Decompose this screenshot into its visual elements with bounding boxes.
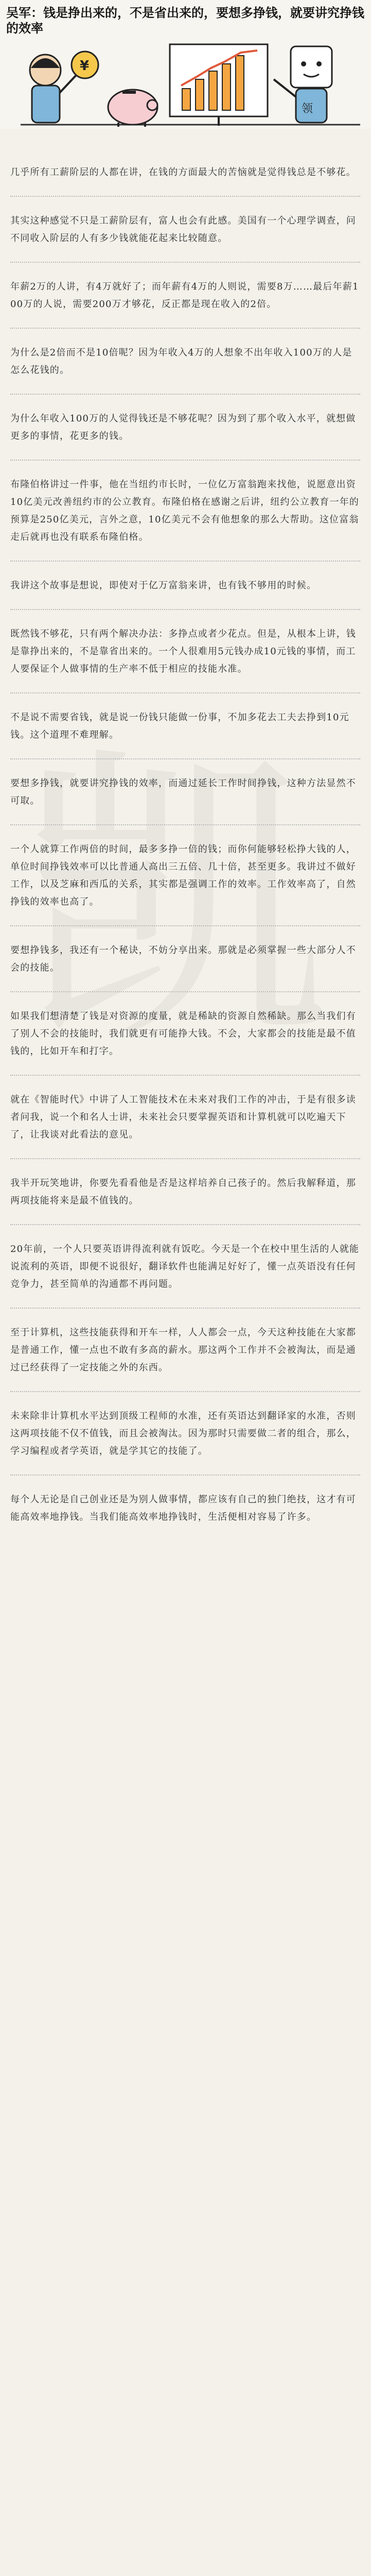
divider <box>10 824 360 825</box>
paragraph: 就在《智能时代》中讲了人工智能技术在未来对我们工作的冲击，于是有很多读者问我，说一个和名人士讲，未来社会只要掌握英语和计算机就可以吃遍天下了，让我谈对此看法的意见。 <box>10 1094 356 1140</box>
divider <box>10 394 360 395</box>
divider <box>10 1475 360 1476</box>
divider <box>10 328 360 329</box>
paragraph: 要想多挣钱，就要讲究挣钱的效率，而通过延长工作时间挣钱，这种方法显然不可取。 <box>10 778 356 806</box>
divider <box>10 1224 360 1225</box>
paragraph: 年薪2万的人讲，有4万就好了；而年薪有4万的人则说，需要8万……最后年薪100万的人说，需要200万才够花，反正都是现在收入的2倍。 <box>10 281 359 310</box>
bar-chart-board-icon <box>170 44 268 126</box>
divider <box>10 460 360 461</box>
divider <box>10 1075 360 1076</box>
piggy-bank-icon <box>108 90 157 127</box>
divider <box>10 925 360 926</box>
divider <box>10 609 360 610</box>
divider <box>10 1391 360 1392</box>
coin-symbol: ¥ <box>80 58 90 74</box>
paragraph: 几乎所有工薪阶层的人都在讲，在钱的方面最大的苦恼就是觉得钱总是不够花。 <box>10 167 356 178</box>
divider <box>10 1308 360 1309</box>
paragraph: 20年前，一个人只要英语讲得流利就有饭吃。今天是一个在校中里生活的人就能说流利的英语，即便不说很好，翻译软件也能满足好好了，懂一点英语没有任何竞争力，甚至简单的沟通都不再问题。 <box>10 1244 360 1290</box>
divider <box>10 692 360 693</box>
header-illustration <box>0 35 371 128</box>
paragraph: 既然钱不够花，只有两个解决办法：多挣点或者少花点。但是，从根本上讲，钱是靠挣出来的，不是靠省出来的。一个人很难用5元钱办成10元钱的事情，而工人要保证个人做事情的生产率不低于相应的技能水准。 <box>10 629 356 674</box>
article-body <box>10 164 360 1526</box>
paragraph: 至于计算机，这些技能获得和开车一样，人人都会一点，今天这种技能在大家都是普通工作，懂一点也不敢有多高的薪水。那这两个工作并不会被淘汰，而是通过已经获得了一定技能之外的东西。 <box>10 1327 356 1373</box>
divider <box>10 1158 360 1159</box>
paragraph: 要想挣钱多，我还有一个秘诀，不妨分享出来。那就是必须掌握一些大部分人不会的技能。 <box>10 945 356 973</box>
divider <box>10 561 360 562</box>
paragraph: 为什么年收入100万的人觉得钱还是不够花呢？因为到了那个收入水平，就想做更多的事情，花更多的钱。 <box>10 413 356 442</box>
coin-icon <box>72 52 98 78</box>
person-left-icon <box>30 55 76 123</box>
divider <box>10 262 360 263</box>
paragraph: 不是说不需要省钱，就是说一份钱只能做一份事，不加多花去工夫去挣到10元钱。这个道理不难理解。 <box>10 712 349 740</box>
divider <box>10 758 360 759</box>
paragraph: 为什么是2倍而不是10倍呢？因为年收入4万的人想象不出年收入100万的人是怎么花钱的。 <box>10 347 352 376</box>
paragraph: 未来除非计算机水平达到顶级工程师的水准，还有英语达到翻译家的水准，否则这两项技能不仅不值钱，而且会被淘汰。因为那时只需要做二者的组合，那么，学习编程或者学英语，就是学其它的技能了。 <box>10 1411 356 1456</box>
paragraph: 其实这种感觉不只是工薪阶层有，富人也会有此感。美国有一个心理学调查，问不同收入阶层的人有多少钱就能花起来比较随意。 <box>10 215 356 244</box>
article-title: 吴军：钱是挣出来的，不是省出来的，要想多挣钱，就要讲究挣钱的效率 <box>6 6 364 36</box>
paragraph: 我讲这个故事是想说，即使对于亿万富翁来讲，也有钱不够用的时候。 <box>10 580 317 591</box>
paragraph: 每个人无论是自己创业还是为别人做事情，都应该有自己的独门绝技，这才有可能高效率地挣钱。当我们能高效率地挣钱时，生活便相对容易了许多。 <box>10 1494 356 1522</box>
paragraph: 布隆伯格讲过一件事，他在当纽约市长时，一位亿万富翁跑来找他，说愿意出资10亿美元改善纽约市的公立教育。布隆伯格在感谢之后讲，纽约公立教育一年的预算是250亿美元，言外之意，10亿美元不会有他想象的那么大帮助。这位富翁走后就再也没有联系布隆伯格。 <box>10 479 360 543</box>
boss-label: 领 <box>302 103 313 115</box>
article-header <box>0 0 371 129</box>
paragraph: 一个人就算工作两倍的时间，最多多挣一倍的钱；而你何能够轻松挣大钱的人，单位时间挣钱效率可以比普通人高出三五倍、几十倍，甚至更多。我讲过不做好工作，以及芝麻和西瓜的关系，其实都是强调工作的效率。工作效率高了，自然挣钱的效率也高了。 <box>10 844 356 907</box>
divider <box>10 196 360 197</box>
person-right-icon <box>274 46 332 123</box>
paragraph: 如果我们想清楚了钱是对资源的度量，就是稀缺的资源自然稀缺。那么当我们有了别人不会的技能时，我们就更有可能挣大钱。不会，大家都会的技能是最不值钱的，比如开车和打字。 <box>10 1011 356 1057</box>
paragraph: 我半开玩笑地讲，你要先看看他是否是这样培养自己孩子的。然后我解释道，那两项技能将来是最不值钱的。 <box>10 1178 356 1206</box>
divider <box>10 991 360 992</box>
